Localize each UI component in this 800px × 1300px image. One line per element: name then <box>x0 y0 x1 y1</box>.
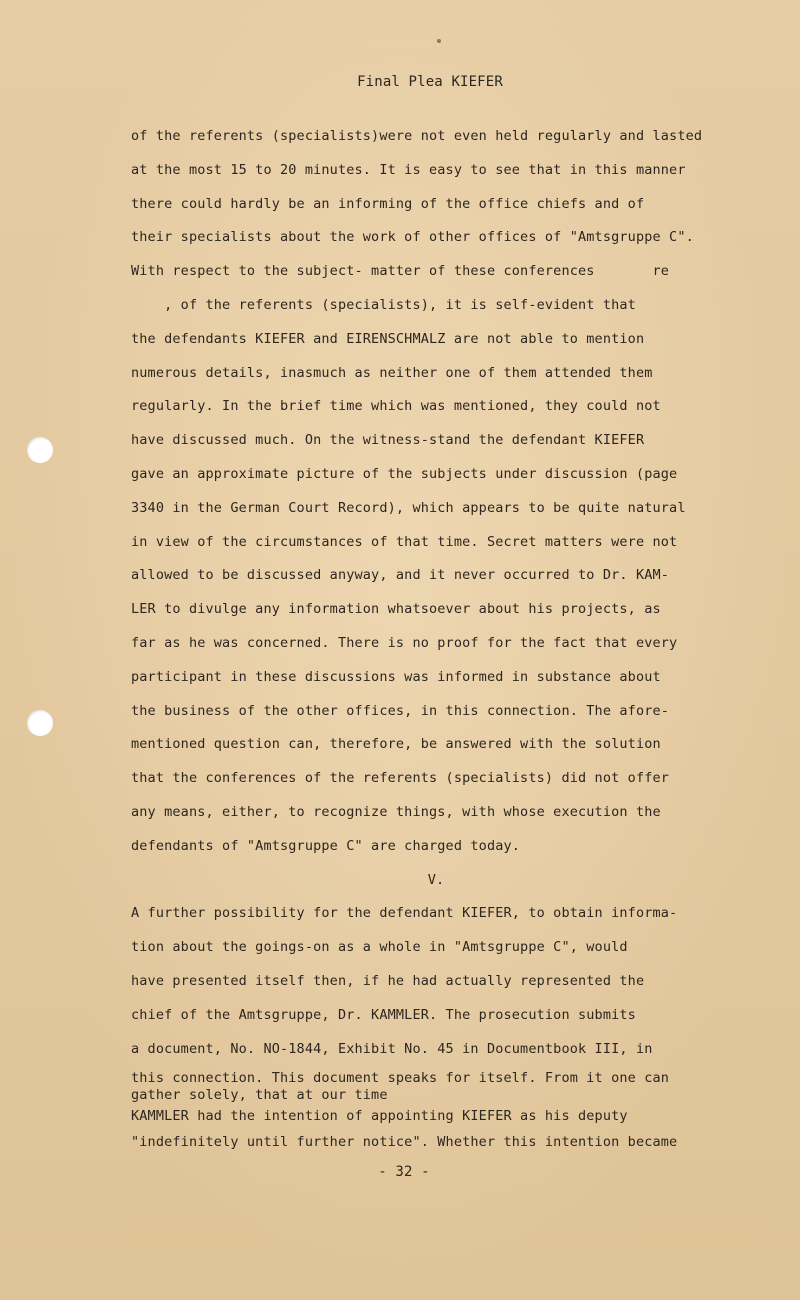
punch-hole-lower <box>27 710 53 736</box>
text-line: With respect to the subject- matter of these conferences re <box>131 263 670 280</box>
section-number: V. <box>427 871 445 888</box>
text-line: there could hardly be an informing of the office chiefs and of <box>131 195 645 212</box>
text-line: that the conferences of the referents (specialists) did not offer <box>131 770 670 787</box>
text-line: chief of the Amtsgruppe, Dr. KAMMLER. The prosecution submits <box>131 1006 636 1023</box>
text-line: allowed to be discussed anyway, and it never occurred to Dr. KAM- <box>131 567 670 584</box>
body-text <box>131 124 731 1164</box>
text-line: "indefinitely until further notice". Whether this intention became <box>131 1134 678 1151</box>
text-line: the business of the other offices, in this connection. The afore- <box>131 702 670 719</box>
text-line: mentioned question can, therefore, be answered with the solution <box>131 736 661 753</box>
punch-hole-upper <box>27 437 53 463</box>
page-number: - 32 - <box>378 1164 430 1180</box>
text-line: regularly. In the brief time which was mentioned, they could not <box>131 398 661 415</box>
text-line: , of the referents (specialists), it is self-evident that <box>131 296 636 313</box>
text-line: defendants of "Amtsgruppe C" are charged today. <box>131 837 521 854</box>
text-line: this connection. This document speaks for itself. From it one can <box>131 1070 670 1087</box>
paper-speck <box>437 39 441 43</box>
text-line: any means, either, to recognize things, with whose execution the <box>131 803 661 820</box>
text-line: a document, No. NO-1844, Exhibit No. 45 in Documentbook III, in <box>131 1040 653 1057</box>
text-line: tion about the goings-on as a whole in "Amtsgruppe C", would <box>131 939 628 956</box>
text-line: A further possibility for the defendant KIEFER, to obtain informa- <box>131 905 678 922</box>
text-line: 3340 in the German Court Record), which appears to be quite natural <box>131 499 686 516</box>
page-header: Final Plea KIEFER <box>357 74 503 90</box>
text-line: gather solely, that at our time <box>131 1087 388 1104</box>
text-line: at the most 15 to 20 minutes. It is easy to see that in this manner <box>131 161 686 178</box>
text-line: in view of the circumstances of that time. Secret matters were not <box>131 533 678 550</box>
text-line: numerous details, inasmuch as neither one of them attended them <box>131 364 653 381</box>
text-line: participant in these discussions was informed in substance about <box>131 668 661 685</box>
text-line: their specialists about the work of other offices of "Amtsgruppe C". <box>131 229 694 246</box>
text-line: gave an approximate picture of the subjects under discussion (page <box>131 465 678 482</box>
text-line: LER to divulge any information whatsoever about his projects, as <box>131 601 661 618</box>
text-line: of the referents (specialists)were not even held regularly and lasted <box>131 128 703 144</box>
text-line: have discussed much. On the witness-stand the defendant KIEFER <box>131 432 645 449</box>
text-line: the defendants KIEFER and EIRENSCHMALZ are not able to mention <box>131 330 645 347</box>
text-line: have presented itself then, if he had actually represented the <box>131 972 645 989</box>
text-line: KAMMLER had the intention of appointing KIEFER as his deputy <box>131 1108 628 1125</box>
text-line: far as he was concerned. There is no proof for the fact that every <box>131 634 678 651</box>
